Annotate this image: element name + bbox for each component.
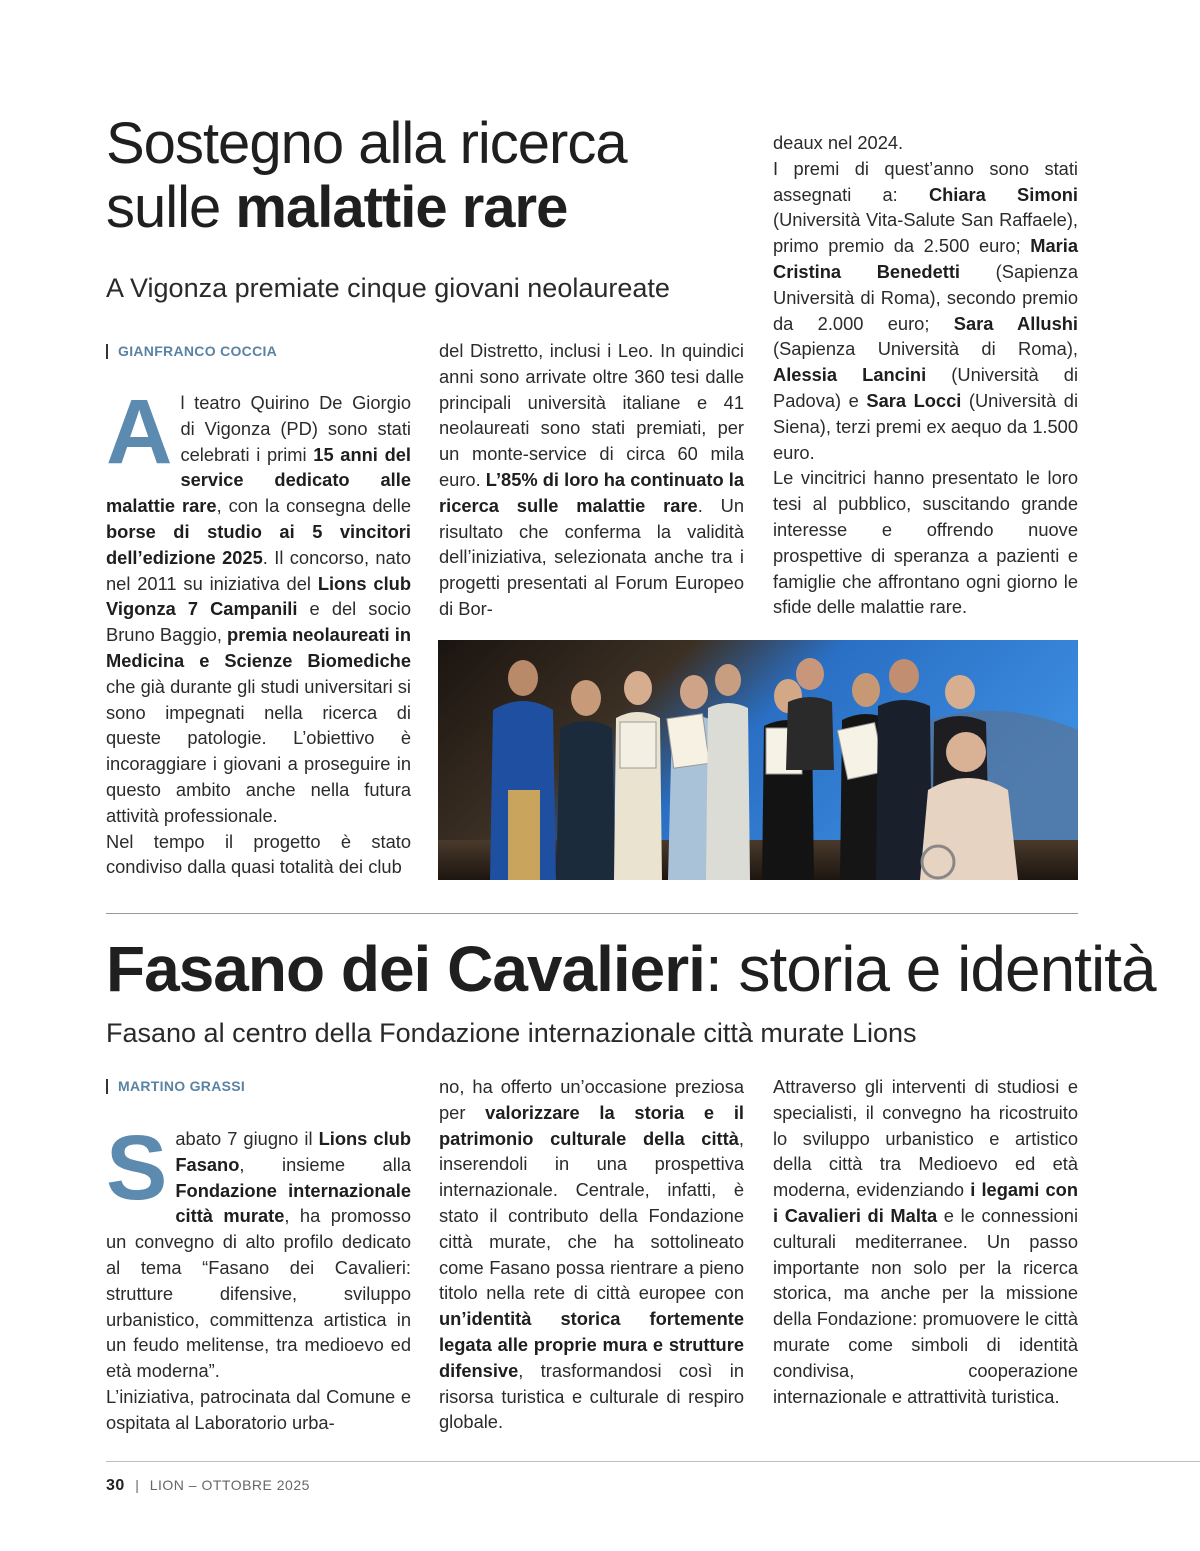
award-group-photo [438, 640, 1078, 880]
article2-column-3 [773, 1074, 1078, 1409]
article1-col1-para1 [106, 381, 412, 829]
article1-author: GIANFRANCO COCCIA [106, 344, 277, 359]
article1-title-bold: malattie rare [235, 175, 568, 240]
text-run-bold: Lions club Vigonza 7 Campanili [106, 572, 411, 620]
article2-col3-para1 [773, 1074, 1078, 1409]
text-run-bold: borse di studio ai 5 vincitori dell’edizione 2025 [106, 520, 411, 568]
section-divider [106, 913, 1078, 914]
text-run-bold: Lions club Fasano [175, 1128, 411, 1175]
article1-column-1 [106, 381, 412, 880]
text-run-bold: 15 anni del service dedicato alle malattie rare [106, 443, 411, 517]
article1-column-3 [773, 130, 1078, 620]
photo-illustration [438, 640, 1078, 880]
text-run: Attraverso gli interventi di studiosi e specialisti, il convegno ha ricostruito lo sviluppo urbanistico e artistico della città tra Medioevo ed età moderna, evidenziando [773, 1076, 1078, 1201]
text-run-bold: Maria Cristina Benedetti [773, 235, 1078, 282]
text-run: , trasformandosi così in risorsa turistica e culturale di respiro globale. [439, 1359, 744, 1433]
footer-rule [106, 1461, 1200, 1462]
text-run: , con la consegna delle [216, 495, 412, 517]
text-run: (Sapienza Università di Roma), secondo premio da 2.000 euro; [773, 260, 1078, 334]
article1-dropcap: A [106, 381, 173, 483]
article1-col3-para2 [773, 156, 1078, 466]
article2-dropcap: S [106, 1117, 168, 1219]
text-run: (Università Vita-Salute San Raffaele), primo premio da 2.500 euro; [773, 209, 1078, 257]
text-run: no, ha offerto un’occasione preziosa per [439, 1076, 744, 1123]
text-run: . Un risultato che conferma la validità dell’iniziativa, selezionata anche tra i progetti presentati al Forum Europeo di Bor- [439, 494, 744, 619]
article2-author: MARTINO GRASSI [106, 1079, 245, 1094]
article2-col1-para2: L’iniziativa, patrocinata dal Comune e ospitata al Laboratorio urba- [106, 1385, 411, 1433]
text-run: e le connessioni culturali mediterranee. Un passo importante non solo per la ricerca storica, ma anche per la missione della Fondazione: promuovere le città murate come simboli di identità condivisa, cooperazione internazionale e attrattività turistica. [773, 1204, 1079, 1407]
footer-separator: | [135, 1477, 140, 1493]
footer-publication: LION – OTTOBRE 2025 [149, 1477, 310, 1493]
text-run: che già durante gli studi universitari si sono impegnati nella ricerca di queste patologie. L’obiettivo è incoraggiare i giovani a proseguire in questo ambito anche nella futura attività professionale. [106, 675, 411, 826]
text-run-bold: Chiara Simoni [928, 183, 1078, 205]
text-run-bold: valorizzare la storia e il patrimonio culturale della città [439, 1101, 744, 1149]
article1-col3-para1: deaux nel 2024. [773, 132, 904, 153]
text-run: l teatro Quirino De Giorgio di Vigonza (PD) sono stati celebrati i primi [180, 392, 411, 465]
article1-title-light: sulle [106, 175, 236, 240]
text-run: , inserendoli in una prospettiva internazionale. Centrale, infatti, è stato il contributo della Fondazione città murate, che ha sottolineato come Fasano possa rientrare a pieno titolo nella rete di città europee con [439, 1127, 744, 1304]
article1-column-2 [439, 338, 744, 622]
text-run: (Università di Siena), terzi premi ex aequo da 1.500 euro. [773, 389, 1079, 463]
page-footer [106, 1477, 310, 1495]
text-run-bold: Sara Allushi [953, 312, 1078, 334]
text-run: I premi di quest’anno sono stati assegnati a: [773, 157, 1078, 205]
article2-title-bold: Fasano dei Cavalieri [106, 933, 705, 1005]
article2-col2-para1 [439, 1074, 744, 1435]
article1-title-line2 [106, 176, 726, 240]
article1-col1-para2: Nel tempo il progetto è stato condiviso dalla quasi totalità dei club [106, 830, 411, 878]
text-run-bold: Sara Locci [866, 389, 962, 411]
article2-col1-para1 [106, 1117, 411, 1384]
text-run-bold: un’identità storica fortemente legata alle proprie mura e strutture difensive [439, 1308, 744, 1381]
article1-title [106, 112, 726, 240]
text-run: (Sapienza Università di Roma), [773, 338, 1078, 360]
text-run: abato 7 giugno il [175, 1128, 319, 1149]
text-run-bold: Alessia Lancini [773, 364, 927, 386]
article2-column-2 [439, 1074, 744, 1435]
article2-title-light: : storia e identità [704, 933, 1156, 1005]
text-run: , insieme alla [239, 1153, 411, 1175]
article1-subtitle: A Vigonza premiate cinque giovani neolaureate [106, 273, 670, 303]
article2-column-1 [106, 1117, 411, 1436]
page-number: 30 [106, 1477, 125, 1494]
article1-col2-para1 [439, 338, 744, 622]
text-run: , ha promosso un convegno di alto profilo dedicato al tema “Fasano dei Cavalieri: strutture difensive, sviluppo urbanistico, committenza artistica in un feudo melitense, tra medioevo ed età moderna”. [106, 1205, 411, 1382]
article2-title [106, 933, 1156, 1005]
text-run-bold: L’85% di loro ha continuato la ricerca sulle malattie rare [439, 468, 745, 516]
text-run-bold: premia neolaureati in Medicina e Scienze Biomediche [106, 624, 411, 671]
article1-col3-para3: Le vincitrici hanno presentato le loro tesi al pubblico, suscitando grande interesse e offrendo nuove prospettive di speranza a pazienti e famiglie che affrontano ogni giorno le sfide delle malattie rare. [773, 467, 1078, 618]
text-run: . Il concorso, nato nel 2011 su iniziativa del [106, 546, 411, 594]
article2-subtitle: Fasano al centro della Fondazione internazionale città murate Lions [106, 1018, 917, 1048]
text-run: e del socio Bruno Baggio, [106, 598, 411, 646]
article1-title-line1: Sostegno alla ricerca [106, 111, 627, 176]
text-run-bold: Fondazione internazionale città murate [175, 1179, 411, 1227]
text-run: del Distretto, inclusi i Leo. In quindici anni sono arrivate oltre 360 tesi dalle principali università italiane e 41 neolaureati sono stati premiati, per un monte-service di circa 60 mila euro. [439, 340, 744, 490]
text-run: (Università di Padova) e [773, 364, 1078, 411]
text-run-bold: i legami con i Cavalieri di Malta [773, 1179, 1078, 1226]
